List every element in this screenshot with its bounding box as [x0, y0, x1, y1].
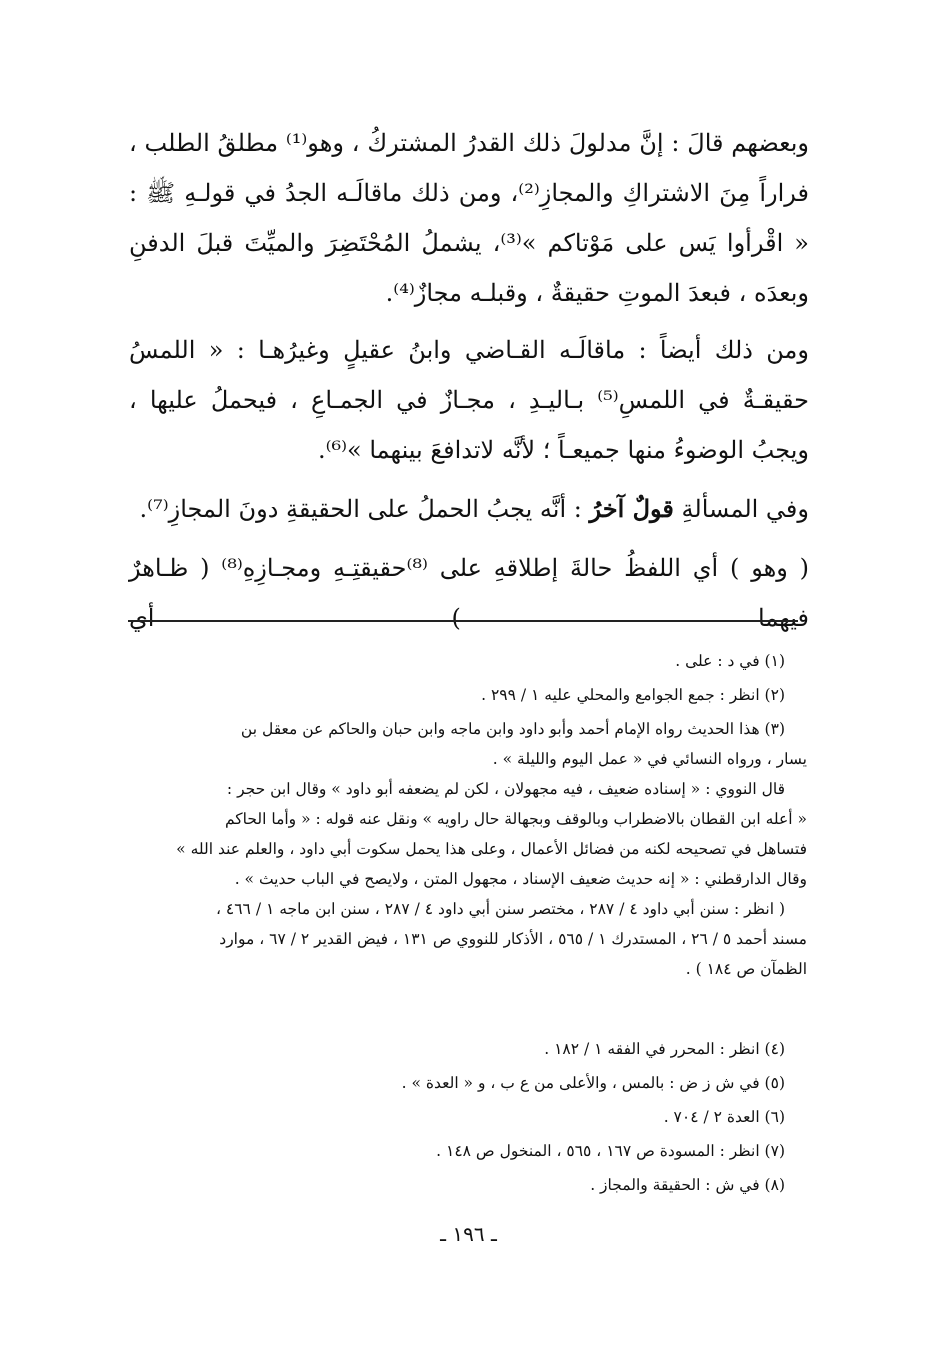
footnote-5: [102, 1068, 807, 1098]
footnote-3-line: (٣) هذا الحديث رواه الإمام أحمد وأبو داود وابن ماجه وابن حبان والحاكم عن معقل بن: [240, 720, 785, 738]
footnote-1-text: (١) في د : على .: [675, 652, 785, 670]
footnote-3-line: وقال الدارقطني : « إنه حديث ضعيف الإسناد ، مجهول المتن ، ولايصح في الباب حديث » .: [234, 870, 807, 888]
paragraph-1: وبعضهم قالَ : إنَّ مدلولَ ذلك القدرُ المشتركُ ، وهو⁽¹⁾ مطلقُ الطلب ، فراراً مِنَ الاشتراكِ والمجازِ⁽²⁾، ومن ذلك ماقالَـه الجدُ في قولـهِ ﷺ : « اقْرأوا يَس على مَوْتاكم »⁽³⁾، يشملُ المُحْتَضِرَ والميِّتَ قبلَ الدفنِ وبعدَه ، فبعدَ الموتِ حقيقةٌ ، وقبلـه مجازٌ⁽⁴⁾.: [129, 129, 810, 307]
bold-phrase: قولٌ آخرُ: [589, 494, 674, 523]
footnote-3: [102, 714, 807, 984]
footnote-2: [102, 680, 807, 710]
footnote-3-line: قال النووي : « إسناده ضعيف ، فيه مجهولان ، لكن لم يضعفه أبو داود » وقال ابن حجر :: [226, 780, 785, 798]
footnote-6: [102, 1102, 807, 1132]
footnote-3-line: ( انظر : سنن أبي داود ٤ / ٢٨٧ ، مختصر سنن أبي داود ٤ / ٢٨٧ ، سنن ابن ماجه ١ / ٤٦٦ ،: [215, 900, 785, 918]
footnote-3-line: الظمآن ص ١٨٤ ) .: [685, 960, 807, 978]
page-number: ـ ١٩٦ ـ: [440, 1222, 497, 1246]
footnote-4-text: (٤) انظر : المحرر في الفقه ١ / ١٨٢ .: [544, 1040, 785, 1058]
footnote-1: [102, 646, 807, 676]
footnote-6-text: (٦) العدة ٢ / ٧٠٤ .: [663, 1108, 785, 1126]
footnote-8: [102, 1170, 807, 1200]
paragraph-2: ومن ذلك أيضاً : ماقالَـه القـاضي وابنُ عقيلٍ وغيرُهـا : « اللمسُ حقيقـةٌ في اللمسِ⁽⁵⁾ بـاليـدِ ، مجـازٌ في الجمـاعِ ، فيحملُ عليها ، ويجبُ الوضوءُ منها جميعـاً ؛ لأنَّه لاتدافعَ بينهما »⁽⁶⁾.: [129, 336, 809, 464]
footnote-5-text: (٥) في ش ز ض : بالمس ، والأعلى من ع ب ، و « العدة » .: [401, 1074, 785, 1092]
footnote-3-line: « أعله ابن القطان بالاضطراب وبالوقف وبجهالة حال راويه » ونقل عنه قوله : « وأما الحاكم: [224, 810, 807, 828]
footnote-8-text: (٨) في ش : الحقيقة والمجاز .: [590, 1176, 785, 1194]
footnote-7: [102, 1136, 807, 1166]
footnote-3-line: مسند أحمد ٥ / ٢٦ ، المستدرك ١ / ٥٦٥ ، الأذكار للنووي ص ١٣١ ، فيض القدير ٢ / ٦٧ ، موارد: [219, 930, 807, 948]
paragraph-4: ( وهو ) أي اللفظُ حالةَ إطلاقهِ على ⁽⁸⁾حقيقتِـهِ ومجـازِهِ⁽⁸⁾ ( ظـاهرٌ فيهما ) أي: [129, 554, 809, 632]
footnote-3-line: فتساهل في تصحيحه لكنه من فضائل الأعمال ، وعلى هذا يحمل سكوت أبي داود ، والعلم عند الله »: [176, 840, 807, 858]
footnote-7-text: (٧) انظر : المسودة ص ١٦٧ ، ٥٦٥ ، المنخول ص ١٤٨ .: [436, 1142, 785, 1160]
footnote-divider: [128, 620, 798, 622]
footnote-2-text: (٢) انظر : جمع الجوامع والمحلي عليه ١ / ٢٩٩ .: [481, 686, 785, 704]
footnote-4: [102, 1034, 807, 1064]
paragraph-3-start: وفي المسألةِ: [673, 495, 809, 523]
paragraph-3: [129, 484, 809, 534]
paragraph-3-end: : أنَّه يجبُ الحملُ على الحقيقةِ دونَ المجازِ⁽⁷⁾.: [139, 495, 590, 523]
footnote-3-line: يسار ، ورواه النسائي في « عمل اليوم والليلة » .: [492, 750, 807, 768]
